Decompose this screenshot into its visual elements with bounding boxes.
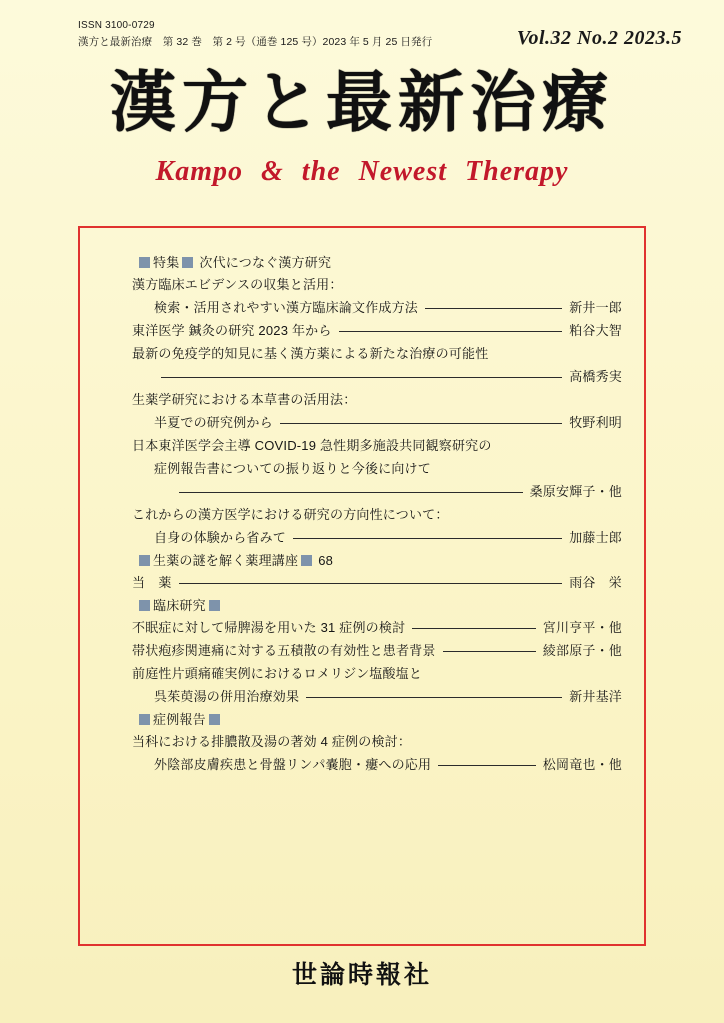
toc-section-label: 特集: [153, 255, 180, 270]
toc-entry-title: 前庭性片頭痛確実例におけるロメリジン塩酸塩と: [132, 666, 423, 681]
subtitle-word: Therapy: [465, 156, 569, 188]
toc-section-label: 生薬の謎を解く薬理講座: [153, 553, 299, 568]
toc-entry[interactable]: [102, 690, 622, 703]
toc-entry[interactable]: [102, 621, 622, 634]
toc-entry-author: 松岡竜也・他: [542, 757, 622, 772]
section-marker-icon: [139, 555, 150, 566]
toc-entry[interactable]: [102, 301, 622, 314]
toc-entry[interactable]: [102, 735, 622, 748]
masthead: [0, 0, 724, 49]
toc-entry-title: 半夏での研究例から: [154, 415, 273, 430]
page-subtitle-english: [0, 156, 724, 188]
toc-leader-line: [339, 331, 563, 332]
toc-leader-line: [425, 308, 562, 309]
toc-entry-title: 検索・活用されやすい漢方臨床論文作成方法: [154, 300, 419, 315]
section-marker-icon: [139, 257, 150, 268]
toc-entry-title: 帯状疱疹関連痛に対する五積散の有効性と患者背景: [132, 643, 436, 658]
toc-entry[interactable]: [102, 462, 622, 475]
toc-entry-author: 宮川亨平・他: [542, 620, 622, 635]
toc-entry-author: 雨谷 栄: [569, 575, 622, 590]
issn-text: ISSN 3100-0729: [78, 20, 155, 31]
section-marker-icon: [139, 600, 150, 611]
toc-entry[interactable]: [102, 393, 622, 406]
toc-leader-line: [179, 583, 563, 584]
toc-entry-title: 生薬学研究における本草書の活用法：: [132, 392, 357, 407]
toc-entry-title: 最新の免疫学的知見に基く漢方薬による新たな治療の可能性: [132, 346, 489, 361]
publisher-name: 世論時報社: [291, 960, 432, 989]
toc-entry[interactable]: [102, 347, 622, 360]
toc-section-heading: [102, 713, 622, 726]
toc-section-label: 症例報告: [153, 712, 206, 727]
toc-leader-line: [280, 423, 562, 424]
toc-entry-title: 当 薬: [132, 575, 172, 590]
toc-leader-line: [161, 377, 562, 378]
toc-entry-title: 東洋医学 鍼灸の研究 2023 年から: [132, 323, 332, 338]
toc-entry[interactable]: [102, 531, 622, 544]
section-marker-icon: [139, 714, 150, 725]
toc-entry-title: 日本東洋医学会主導 COVID-19 急性期多施設共同観察研究の: [132, 438, 492, 453]
toc-entry[interactable]: [102, 278, 622, 291]
subtitle-word: Newest: [358, 156, 448, 188]
toc-entry[interactable]: [102, 667, 622, 680]
toc-entry[interactable]: [102, 758, 622, 771]
toc-entry-title: 呉茱萸湯の併用治療効果: [154, 689, 300, 704]
subtitle-word: Kampo: [155, 156, 244, 188]
volume-tag: Vol.32 No.2 2023.5: [516, 27, 682, 49]
toc-leader-line: [438, 765, 536, 766]
toc-entry-title: 漢方臨床エビデンスの収集と活用：: [132, 277, 343, 292]
toc-entry-author: 加藤士郎: [569, 530, 622, 545]
toc-entry[interactable]: [102, 370, 622, 383]
toc-entry-title: 当科における排膿散及湯の著効 4 症例の検討：: [132, 734, 412, 749]
table-of-contents: [78, 226, 646, 946]
toc-entry-author: 粕谷大智: [569, 323, 622, 338]
toc-entry[interactable]: [102, 324, 622, 337]
toc-entry-title: これからの漢方医学における研究の方向性について：: [132, 507, 449, 522]
section-marker-icon: [209, 714, 220, 725]
toc-entry-author: 高橋秀実: [569, 369, 622, 384]
toc-entry-title: 自身の体験から省みて: [154, 530, 287, 545]
toc-leader-line: [412, 628, 536, 629]
toc-entry-title: 外陰部皮膚疾患と骨盤リンパ嚢胞・瘻への応用: [154, 757, 432, 772]
toc-entry[interactable]: [102, 576, 622, 589]
toc-entry-title: 症例報告書についての振り返りと今後に向けて: [154, 461, 431, 476]
toc-section-suffix: 68: [318, 553, 334, 568]
toc-entry[interactable]: [102, 416, 622, 429]
section-marker-icon: [209, 600, 220, 611]
toc-entry[interactable]: [102, 439, 622, 452]
toc-entry-title: 不眠症に対して帰脾湯を用いた 31 症例の検討: [132, 620, 406, 635]
section-marker-icon: [301, 555, 312, 566]
toc-section-heading: [102, 599, 622, 612]
toc-leader-line: [293, 538, 562, 539]
toc-leader-line: [443, 651, 536, 652]
toc-entry[interactable]: [102, 644, 622, 657]
page-title: 漢方と最新治療: [110, 63, 614, 141]
toc-entry[interactable]: [102, 485, 622, 498]
toc-leader-line: [179, 492, 523, 493]
subtitle-word: &: [261, 156, 284, 188]
toc-leader-line: [306, 697, 562, 698]
toc-section-heading: [102, 256, 622, 269]
toc-section-suffix: 次代につなぐ漢方研究: [199, 255, 332, 270]
toc-entry-author: 牧野利明: [569, 415, 622, 430]
subtitle-word: the: [301, 156, 341, 188]
section-marker-icon: [182, 257, 193, 268]
toc-entry-author: 新井一郎: [569, 300, 622, 315]
issue-line: 漢方と最新治療 第 32 巻 第 2 号（通巻 125 号）2023 年 5 月 25 日発行: [78, 36, 433, 48]
toc-section-heading: [102, 554, 622, 567]
toc-section-label: 臨床研究: [153, 598, 206, 613]
toc-entry-author: 新井基洋: [569, 689, 622, 704]
toc-entry[interactable]: [102, 508, 622, 521]
toc-entry-author: 桑原安輝子・他: [529, 484, 622, 499]
toc-entry-author: 綾部原子・他: [542, 643, 622, 658]
